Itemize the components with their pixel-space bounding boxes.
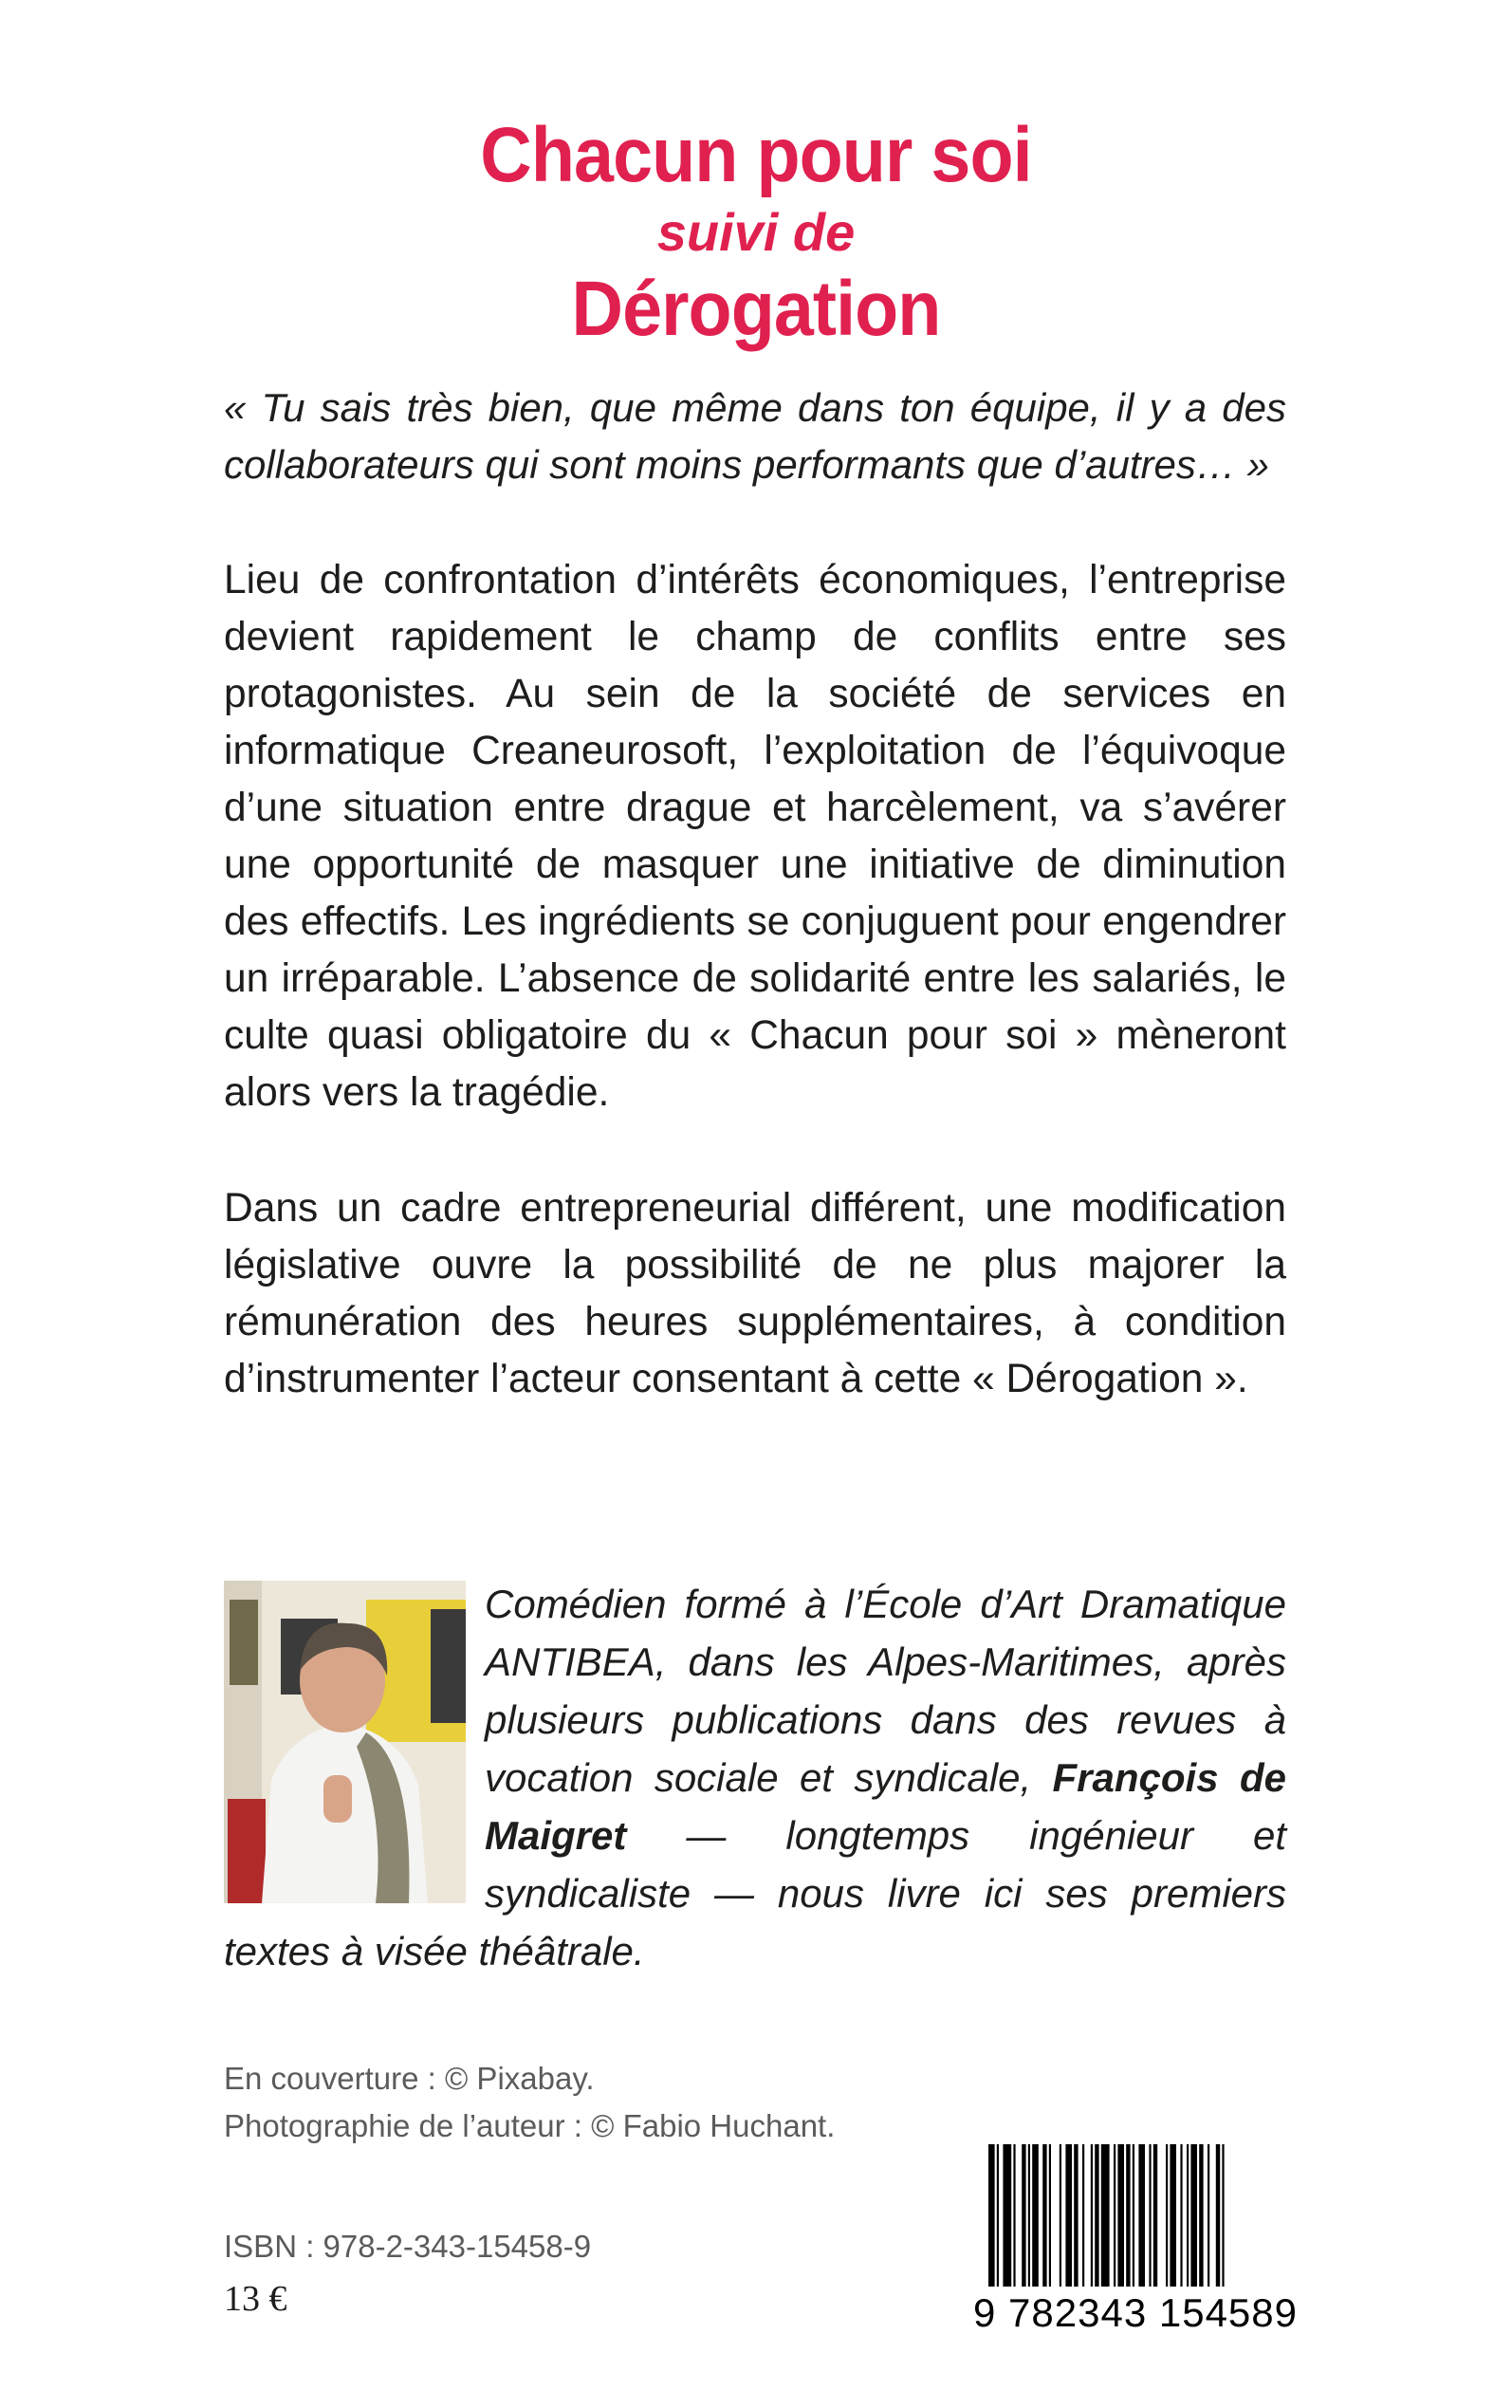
bio-text-start: Comédien formé à l’École d’Art Dramatique ANTIBEA, dans les Alpes-Maritimes, après plusieurs publications dans des revues à vocation sociale et syndicale, [485, 1582, 1286, 1800]
cover-credit: En couverture : © Pixabay. [224, 2061, 595, 2096]
price-label: 13 € [224, 2279, 287, 2319]
bio-text-end: — longtemps ingénieur et syndicaliste — nous livre ici ses premiers textes à visée théâtrale. [224, 1813, 1286, 1973]
author-name: François de Maigret [485, 1755, 1286, 1858]
book-subtitle: Dérogation [571, 266, 941, 352]
book-title: Chacun pour soi [480, 112, 1032, 198]
barcode-digits: 9 782343 154589 [973, 2290, 1298, 2335]
author-bio [224, 1575, 1286, 1980]
synopsis-paragraph-1: Lieu de confrontation d’intérêts économiques, l’entreprise devient rapidement le champ de conflits entre ses protagonistes. Au sein de la société de services en informatique Creaneurosoft, l’exploitation de l’équivoque d’une situation entre drague et harcèlement, va s’avérer une opportunité de masquer une initiative de diminution des effectifs. Les ingrédients se conjuguent pour engendrer un irréparable. L’absence de solidarité entre les salariés, le culte quasi obligatoire du « Chacun pour soi » mèneront alors vers la tragédie. [224, 558, 1286, 1115]
title-block [0, 112, 1512, 353]
isbn-number: ISBN : 978-2-343-15458-9 [224, 2229, 592, 2264]
synopsis-paragraph-2: Dans un cadre entrepreneurial différent, une modification législative ouvre la possibilité de ne plus majorer la rémunération des heures supplémentaires, à condition d’instrumenter l’acteur consentant à cette « Dérogation ». [224, 1186, 1286, 1401]
image-credits [224, 2055, 835, 2150]
photo-credit: Photographie de l’auteur : © Fabio Huchant. [224, 2108, 836, 2143]
title-connector: suivi de [656, 202, 856, 262]
epigraph-quote: « Tu sais très bien, que même dans ton équipe, il y a des collaborateurs qui sont moins performants que d’autres… » [224, 385, 1286, 487]
